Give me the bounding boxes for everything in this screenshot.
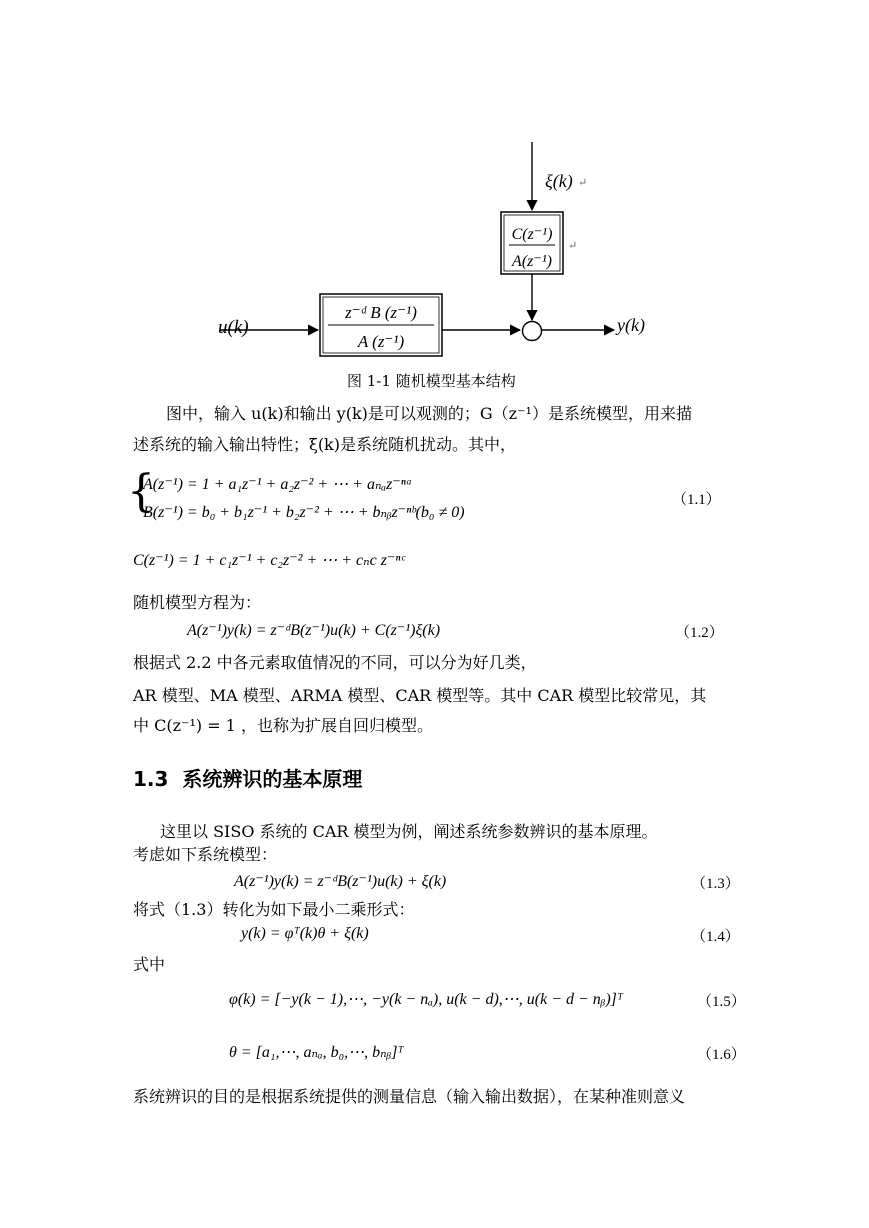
section-heading: [133, 763, 362, 792]
section-title: 系统辨识的基本原理: [182, 767, 363, 791]
paragraph-line: 式中: [133, 955, 166, 974]
equation-1-1-a: A(z⁻¹) = 1 + a₁z⁻¹ + a₂z⁻² + ⋯ + aₙₐz⁻ⁿᵃ: [143, 476, 413, 493]
section-number: 1.3: [133, 767, 169, 791]
paragraph-line: AR 模型、MA 模型、ARMA 模型、CAR 模型等。其中 CAR 模型比较常见，其: [133, 686, 707, 705]
block-diagram: [0, 0, 869, 370]
equation-c-polynomial: C(z⁻¹) = 1 + c₁z⁻¹ + c₂z⁻² + ⋯ + cₙc z⁻ⁿᶜ: [133, 552, 405, 569]
equation-1-4: y(k) = φᵀ(k)θ + ξ(k): [241, 925, 369, 942]
equation-1-6: θ = [a₁,⋯, aₙₐ, b₀,⋯, bₙᵦ]ᵀ: [229, 1044, 404, 1061]
paragraph-line: 中 C(z⁻¹) = 1 ，也称为扩展自回归模型。: [133, 716, 433, 735]
return-mark-icon: ↵: [568, 240, 578, 252]
equation-number: （1.6）: [697, 1047, 746, 1063]
equation-number: （1.2）: [675, 625, 724, 641]
paragraph-line: 图中，输入 u(k)和输出 y(k)是可以观测的；G（z⁻¹）是系统模型，用来描: [166, 404, 692, 423]
equation-brace: {: [127, 466, 155, 517]
paragraph-line: 系统辨识的目的是根据系统提供的测量信息（输入输出数据），在某种准则意义: [133, 1087, 686, 1106]
paragraph-line: 随机模型方程为：: [133, 593, 262, 612]
paragraph-line: 根据式 2.2 中各元素取值情况的不同，可以分为好几类，: [133, 653, 537, 672]
equation-1-2: A(z⁻¹)y(k) = z⁻ᵈB(z⁻¹)u(k) + C(z⁻¹)ξ(k): [187, 622, 441, 639]
paragraph-line: 将式（1.3）转化为如下最小二乘形式：: [133, 900, 415, 919]
figure-caption: 图 1-1 随机模型基本结构: [347, 372, 516, 390]
noise-filter-denominator: A(z⁻¹): [512, 253, 552, 270]
plant-numerator: z⁻ᵈ B (z⁻¹): [345, 303, 417, 322]
paragraph-line: 考虑如下系统模型：: [133, 845, 278, 864]
equation-number: （1.5）: [697, 994, 746, 1010]
equation-1-1-b: B(z⁻¹) = b₀ + b₁z⁻¹ + b₂z⁻² + ⋯ + bₙᵦz⁻ⁿᵇ(b₀ ≠ 0): [143, 504, 465, 521]
return-mark-icon: ↵: [578, 177, 588, 189]
plant-denominator: A (z⁻¹): [357, 332, 405, 351]
input-signal-label: u(k): [218, 317, 249, 338]
equation-number: （1.1）: [672, 492, 721, 508]
equation-number: （1.4）: [691, 929, 740, 945]
summing-junction: [523, 322, 542, 341]
paragraph-line: 述系统的输入输出特性；ξ(k)是系统随机扰动。其中，: [133, 435, 516, 454]
output-signal-label: y(k): [617, 315, 645, 335]
paragraph-line: 这里以 SISO 系统的 CAR 模型为例，阐述系统参数辨识的基本原理。: [160, 822, 658, 841]
noise-filter-numerator: C(z⁻¹): [511, 226, 553, 243]
noise-signal-label: ξ(k): [545, 171, 573, 191]
equation-number: （1.3）: [691, 876, 740, 892]
equation-1-5: φ(k) = [−y(k − 1),⋯, −y(k − nₐ), u(k − d),⋯, u(k − d − nᵦ)]ᵀ: [229, 991, 624, 1008]
equation-1-3: A(z⁻¹)y(k) = z⁻ᵈB(z⁻¹)u(k) + ξ(k): [234, 873, 447, 890]
